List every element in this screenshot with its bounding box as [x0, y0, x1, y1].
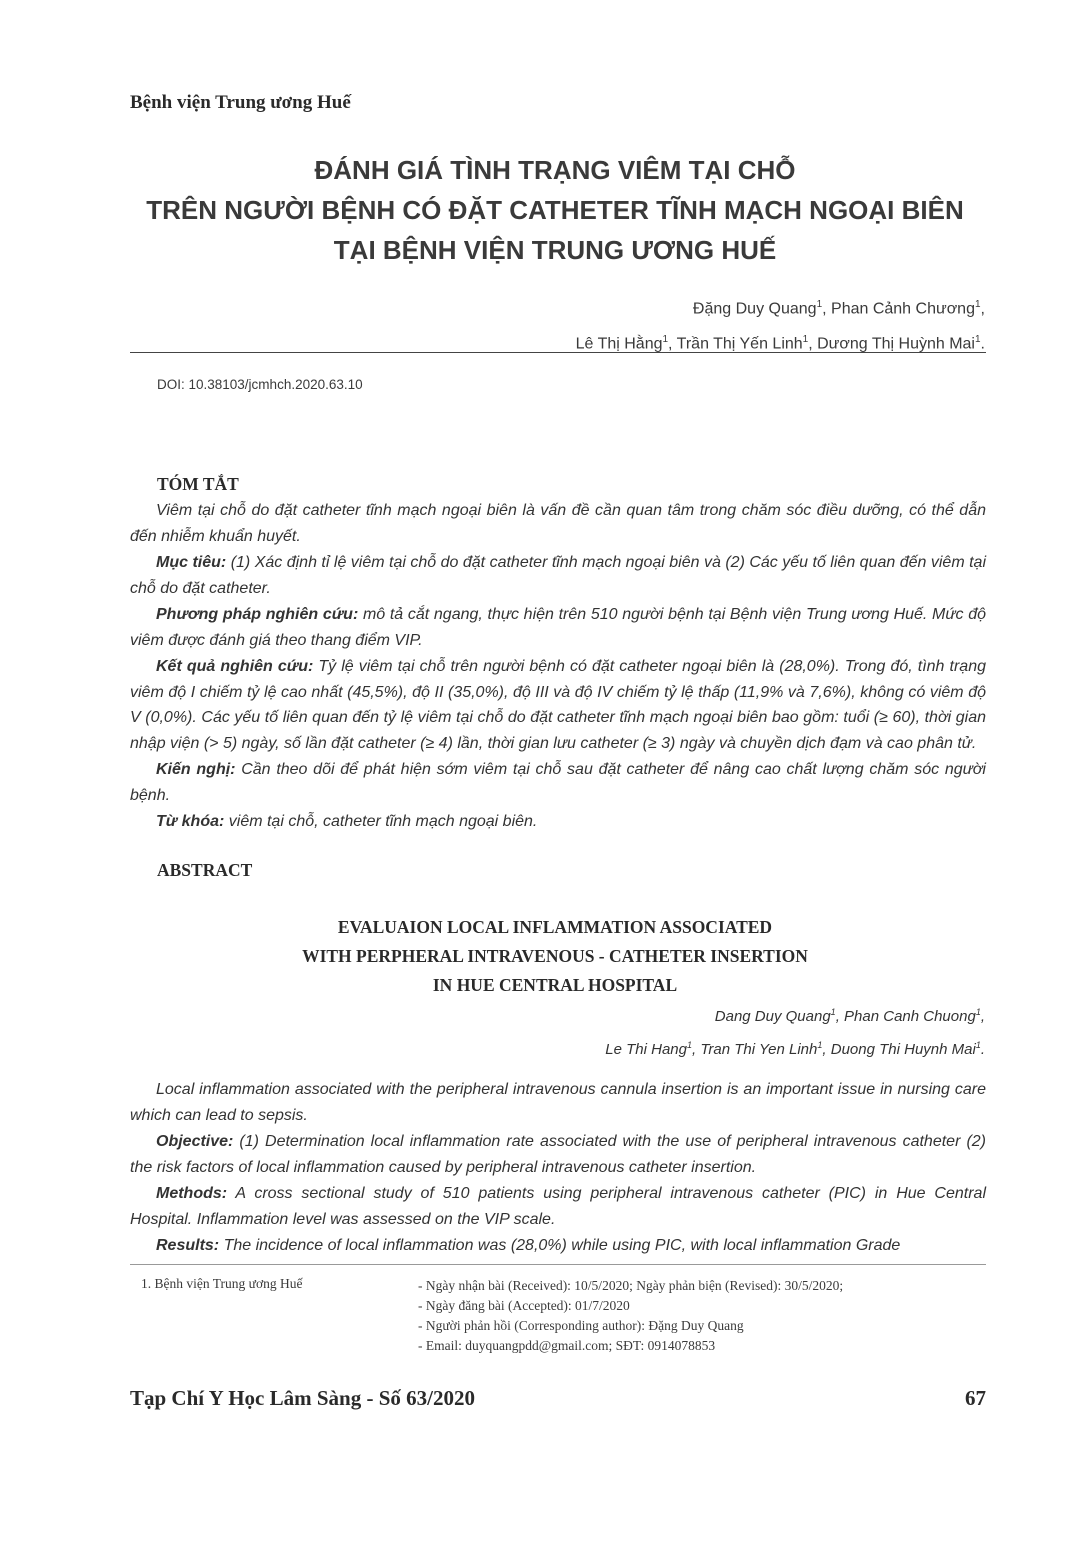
abstract-methods: Methods: A cross sectional study of 510 patients using peripheral intravenous catheter (PIC) in Hue Central Hospital. Inflammation level was assessed on the VIP scale. — [130, 1185, 986, 1228]
author-name: Lê Thị Hằng — [575, 335, 663, 353]
summary-vi-body — [130, 498, 986, 836]
summary-results: Kết quả nghiên cứu: Tỷ lệ viêm tại chỗ trên người bệnh có đặt catheter ngoại biên là (28,0%). Trong đó, tình trạng viêm độ I chiếm tỷ lệ cao nhất (45,5%), độ II (35,0%), độ III và độ IV chiếm tỷ lệ thấp (11,9% và 7,6%), không có viêm độ V (0,0%). Các yếu tố liên quan đến tỷ lệ viêm tại chỗ do đặt catheter tĩnh mạch ngoại biên bao gồm: tuổi (≥ 60), thời gian nhập viện (> 5) ngày, số lần đặt catheter (≥ 4) lần, thời gian lưu catheter (≥ 3) ngày và chuyền dịch đạm và cao phân tử. — [130, 658, 987, 752]
summary-intro: Viêm tại chỗ do đặt catheter tĩnh mạch ngoại biên là vấn đề cần quan tâm trong chăm sóc điều dưỡng, có thể dẫn đến nhiễm khuẩn huyết. — [130, 502, 986, 545]
footnote-received: - Ngày nhận bài (Received): 10/5/2020; Ngày phản biện (Revised): 30/5/2020; — [418, 1278, 844, 1293]
abstract-objective: Objective: (1) Determination local inflammation rate associated with the use of peripheral intravenous catheter (2) the risk factors of local inflammation caused by peripheral intravenous catheter insertion. — [130, 1133, 986, 1176]
author-name: Duong Thi Huynh Mai — [830, 1041, 976, 1058]
doi-link[interactable]: DOI: 10.38103/jcmhch.2020.63.10 — [157, 377, 363, 392]
footnote-corresponding: - Người phản hồi (Corresponding author): Đặng Duy Quang — [418, 1318, 744, 1333]
abstract-intro: Local inflammation associated with the peripheral intravenous cannula insertion is an important issue in nursing care which can lead to sepsis. — [130, 1081, 986, 1124]
article-title — [120, 150, 990, 270]
journal-footer: Tạp Chí Y Học Lâm Sàng - Số 63/2020 — [130, 1386, 475, 1410]
abstract-heading: ABSTRACT — [157, 860, 253, 880]
author-name: Tran Thi Yen Linh — [700, 1041, 818, 1058]
footnote-accepted: - Ngày đăng bài (Accepted): 01/7/2020 — [418, 1298, 630, 1313]
summary-methods: Phương pháp nghiên cứu: mô tả cắt ngang, thực hiện trên 510 người bệnh tại Bệnh viện Trung ương Huế. Mức độ viêm được đánh giá theo thang điểm VIP. — [130, 606, 986, 649]
author-line: Dang Duy Quang$^1$, Phan Canh Chuong$^1$, — [714, 1007, 985, 1025]
author-name: Dương Thị Huỳnh Mai — [817, 335, 975, 353]
page-number: 67 — [965, 1386, 986, 1410]
author-name: Phan Cảnh Chương — [831, 300, 975, 318]
author-line: Lê Thị Hằng$^1$, Trần Thị Yến Linh$^1$, Dương Thị Huỳnh Mai$^1$. — [575, 334, 985, 353]
footnote-dates — [418, 1276, 843, 1356]
footnote-affiliation: 1. Bệnh viện Trung ương Huế — [141, 1276, 303, 1291]
english-title — [120, 913, 990, 1000]
abstract-results: Results: The incidence of local inflammation was (28,0%) while using PIC, with local inflammation Grade — [156, 1237, 901, 1254]
author-name: Le Thi Hang — [605, 1041, 687, 1058]
author-name: Dang Duy Quang — [714, 1008, 831, 1025]
title-divider — [130, 352, 986, 353]
title-line: TRÊN NGƯỜI BỆNH CÓ ĐẶT CATHETER TĨNH MẠCH NGOẠI BIÊN — [146, 195, 964, 225]
title-line: TẠI BỆNH VIỆN TRUNG ƯƠNG HUẾ — [333, 235, 777, 265]
footnote-divider — [130, 1264, 986, 1265]
title-line: IN HUE CENTRAL HOSPITAL — [432, 975, 678, 995]
running-header: Bệnh viện Trung ương Huế — [130, 92, 351, 113]
title-line: ĐÁNH GIÁ TÌNH TRẠNG VIÊM TẠI CHỖ — [314, 155, 796, 185]
summary-heading: TÓM TẮT — [157, 474, 239, 494]
author-name: Phan Canh Chuong — [844, 1008, 976, 1025]
author-line: Đặng Duy Quang$^1$, Phan Cảnh Chương$^1$, — [692, 299, 985, 318]
footnote-contact: - Email: duyquangpdd@gmail.com; SĐT: 0914078853 — [418, 1338, 716, 1353]
author-name: Đặng Duy Quang — [692, 300, 817, 318]
author-line: Le Thi Hang$^1$, Tran Thi Yen Linh$^1$, Duong Thi Huynh Mai$^1$. — [605, 1040, 985, 1058]
author-name: Trần Thị Yến Linh — [676, 335, 803, 353]
author-list-en — [605, 998, 985, 1064]
summary-keywords: Từ khóa: viêm tại chỗ, catheter tĩnh mạch ngoại biên. — [156, 813, 538, 830]
title-line: WITH PERPHERAL INTRAVENOUS - CATHETER INSERTION — [302, 946, 808, 966]
abstract-en-body — [130, 1077, 986, 1260]
author-list-vi — [576, 289, 985, 360]
summary-objective: Mục tiêu: (1) Xác định tỉ lệ viêm tại chỗ do đặt catheter tĩnh mạch ngoại biên và (2) Các yếu tố liên quan đến viêm tại chỗ do đặt catheter. — [130, 554, 987, 597]
summary-recommendation: Kiến nghị: Cần theo dõi để phát hiện sớm viêm tại chỗ sau đặt catheter để nâng cao chất lượng chăm sóc người bệnh. — [130, 761, 986, 804]
title-line: EVALUAION LOCAL INFLAMMATION ASSOCIATED — [337, 917, 773, 937]
